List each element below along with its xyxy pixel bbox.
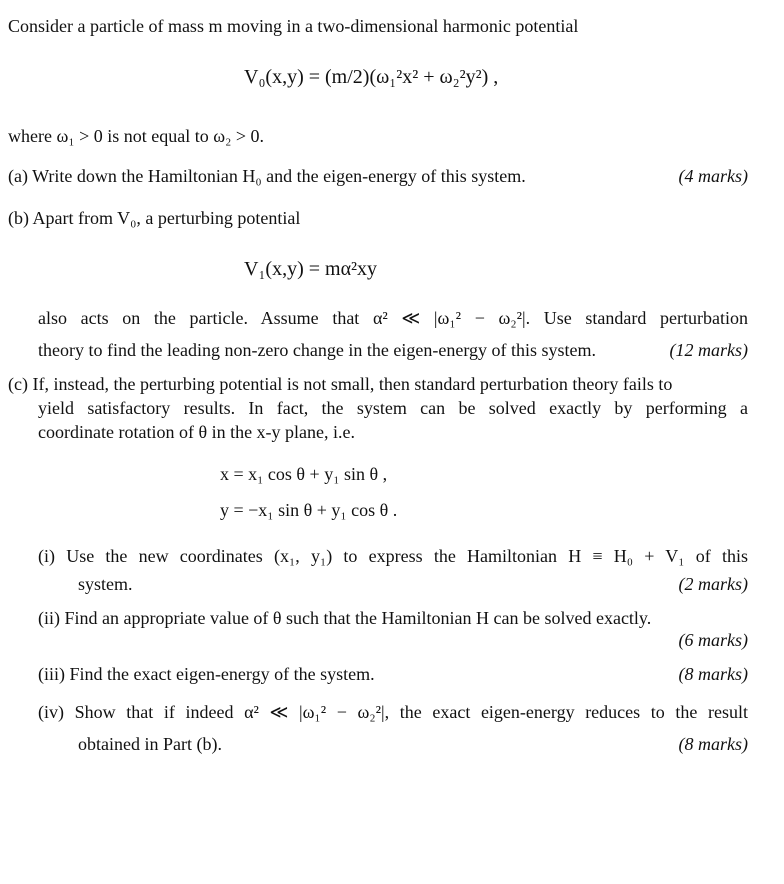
sub-iii-text: (iii) Find the exact eigen-energy of the system. — [38, 664, 375, 684]
part-b-line1: also acts on the particle. Assume that α² ≪ |ω₁² − ω₂²|. Use standard perturbation — [38, 308, 748, 328]
sub-i-marks: (2 marks) — [678, 574, 748, 594]
part-a-text: (a) Write down the Hamiltonian H₀ and the eigen-energy of this system. — [8, 166, 526, 186]
part-c-line2: yield satisfactory results. In fact, the system can be solved exactly by performing a — [38, 398, 748, 418]
sub-iv-marks: (8 marks) — [678, 734, 748, 754]
part-b-text: (b) Apart from V₀, a perturbing potential — [8, 208, 301, 228]
equation-v1: V₁(x,y) = mα²xy — [244, 258, 378, 280]
sub-ii-marks: (6 marks) — [678, 630, 748, 650]
rotation-equation-y: y = −x₁ sin θ + y₁ cos θ . — [220, 500, 398, 520]
sub-ii-text: (ii) Find an appropriate value of θ such that the Hamiltonian H can be solved exactly. — [38, 608, 652, 628]
part-c-line3: coordinate rotation of θ in the x-y plane, i.e. — [38, 422, 356, 442]
part-b-line2: theory to find the leading non-zero change in the eigen-energy of this system. — [38, 340, 596, 360]
part-c-line1: (c) If, instead, the perturbing potential is not small, then standard perturbation theory fails to — [8, 374, 673, 394]
equation-v0: V₀(x,y) = (m/2)(ω₁²x² + ω₂²y²) , — [244, 66, 499, 88]
intro-text: Consider a particle of mass m moving in a two-dimensional harmonic potential — [8, 16, 579, 36]
part-b-marks: (12 marks) — [669, 340, 748, 360]
sub-iv-line1: (iv) Show that if indeed α² ≪ |ω₁² − ω₂²|, the exact eigen-energy reduces to the result — [38, 702, 748, 722]
sub-i-line1: (i) Use the new coordinates (x₁, y₁) to express the Hamiltonian H ≡ H₀ + V₁ of this — [38, 546, 748, 566]
part-a-marks: (4 marks) — [678, 166, 748, 186]
sub-i-line2: system. — [78, 574, 133, 594]
where-text: where ω₁ > 0 is not equal to ω₂ > 0. — [8, 126, 265, 146]
sub-iv-line2: obtained in Part (b). — [78, 734, 222, 754]
sub-iii-marks: (8 marks) — [678, 664, 748, 684]
rotation-equation-x: x = x₁ cos θ + y₁ sin θ , — [220, 464, 388, 484]
